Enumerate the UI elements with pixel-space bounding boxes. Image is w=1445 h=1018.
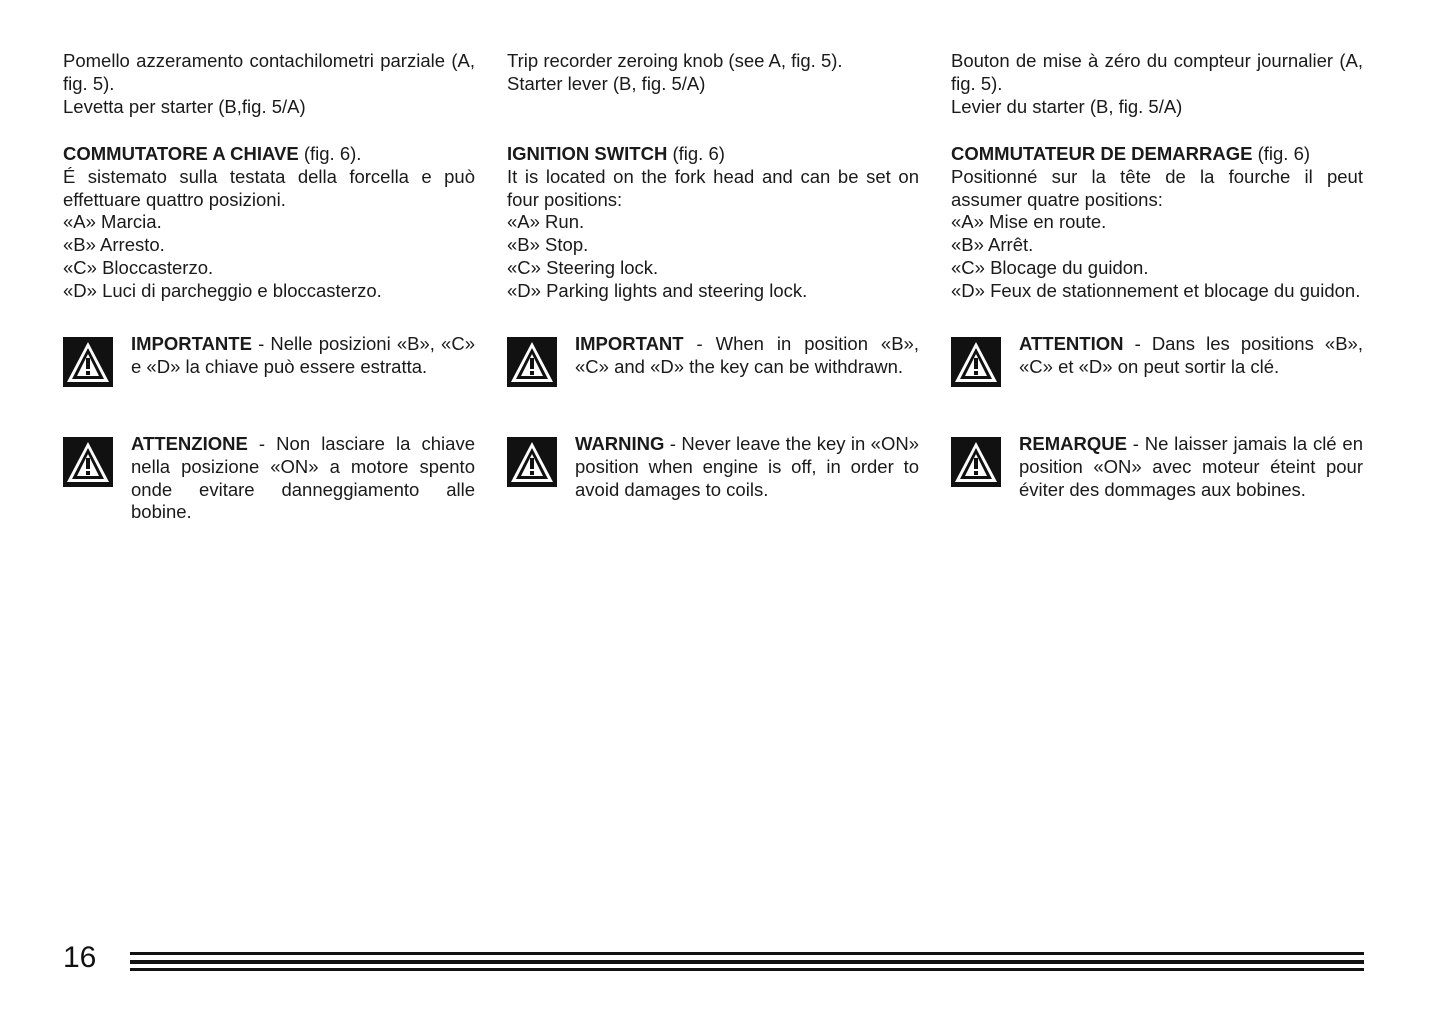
- notice-text: [1019, 333, 1363, 379]
- intro-block: [63, 50, 475, 143]
- position-item: «D» Luci di parcheggio e bloccasterzo.: [63, 279, 382, 301]
- warning-triangle-icon: [63, 437, 113, 487]
- notice-text: [131, 333, 475, 379]
- notice-text: [575, 433, 919, 501]
- notice-body: - When in position «B», «C» and «D» the key can be withdrawn.: [575, 333, 919, 377]
- notice-attention: [951, 333, 1363, 433]
- position-item: «C» Steering lock.: [507, 256, 659, 278]
- warning-triangle-icon: [63, 337, 113, 387]
- position-item: «A» Marcia.: [63, 211, 162, 233]
- column-italian: [63, 50, 475, 524]
- notice-body: - Non lasciare la chiave nella posizione «ON» a motore spento onde evitare danneggiamento alle bobine.: [131, 433, 475, 523]
- notice-body: - Ne laisser jamais la clé en position «ON» avec moteur éteint pour éviter des dommages aux bobines.: [1019, 433, 1363, 500]
- notice-body: - Dans les positions «B», «C» et «D» on peut sortir la clé.: [1019, 333, 1363, 377]
- position-item: «C» Bloccasterzo.: [63, 256, 214, 278]
- notice-label: ATTENZIONE: [131, 433, 248, 454]
- section-body: Positionné sur la tête de la fourche il peut assumer quatre positions:: [951, 165, 1363, 210]
- notice-body: - Nelle posizioni «B», «C» e «D» la chiave può essere estratta.: [131, 333, 475, 377]
- section-body: É sistemato sulla testata della forcella e può effettuare quattro posizioni.: [63, 165, 475, 210]
- section-heading-ref: (fig. 6).: [298, 143, 362, 164]
- intro-block: [507, 50, 919, 143]
- position-item: «B» Stop.: [507, 234, 589, 256]
- section-heading-ref: (fig. 6): [1252, 143, 1311, 164]
- notice-label: ATTENTION: [1019, 333, 1124, 354]
- notice-label: IMPORTANT: [575, 333, 684, 354]
- ignition-section: [63, 143, 475, 333]
- notice-label: IMPORTANTE: [131, 333, 252, 354]
- section-heading: [951, 143, 1363, 166]
- warning-triangle-icon: [507, 337, 557, 387]
- position-item: «B» Arresto.: [63, 234, 165, 256]
- section-heading-title: COMMUTATEUR DE DEMARRAGE: [951, 143, 1253, 164]
- trip-knob-text: Pomello azzeramento contachilometri parziale (A, fig. 5).: [63, 50, 475, 94]
- section-heading: [507, 143, 919, 166]
- column-french: [951, 50, 1363, 501]
- notice-important: [63, 333, 475, 433]
- column-english: [507, 50, 919, 501]
- footer-rule: [130, 952, 1364, 955]
- footer-rule: [130, 968, 1364, 971]
- notice-text: [1019, 433, 1363, 501]
- ignition-section: [951, 143, 1363, 333]
- footer-rule: [130, 960, 1364, 964]
- position-item: «A» Run.: [507, 211, 585, 233]
- notice-warning: [63, 433, 475, 524]
- section-heading-ref: (fig. 6): [667, 143, 725, 164]
- starter-lever-text: Levetta per starter (B,fig. 5/A): [63, 95, 306, 117]
- section-body: It is located on the fork head and can be set on four positions:: [507, 165, 919, 210]
- notice-label: REMARQUE: [1019, 433, 1127, 454]
- notice-body: - Never leave the key in «ON» position when engine is off, in order to avoid damages to coils.: [575, 433, 919, 500]
- starter-lever-text: Levier du starter (B, fig. 5/A): [951, 95, 1183, 117]
- warning-triangle-icon: [951, 337, 1001, 387]
- trip-knob-text: Trip recorder zeroing knob (see A, fig. 5).: [507, 50, 843, 71]
- position-item: «B» Arrêt.: [951, 234, 1034, 256]
- notice-important: [507, 333, 919, 433]
- section-heading-title: IGNITION SWITCH: [507, 143, 668, 164]
- position-item: «D» Parking lights and steering lock.: [507, 279, 808, 301]
- page-number: 16: [63, 941, 97, 974]
- section-heading: [63, 143, 475, 166]
- ignition-section: [507, 143, 919, 333]
- notice-text: [575, 333, 919, 379]
- position-item: «C» Blocage du guidon.: [951, 256, 1149, 278]
- position-item: «D» Feux de stationnement et blocage du guidon.: [951, 279, 1361, 301]
- notice-text: [131, 433, 475, 524]
- position-item: «A» Mise en route.: [951, 211, 1107, 233]
- warning-triangle-icon: [951, 437, 1001, 487]
- trip-knob-text: Bouton de mise à zéro du compteur journalier (A, fig. 5).: [951, 50, 1363, 94]
- notice-remarque: [951, 433, 1363, 501]
- starter-lever-text: Starter lever (B, fig. 5/A): [507, 72, 706, 94]
- intro-block: [951, 50, 1363, 143]
- section-heading-title: COMMUTATORE A CHIAVE: [63, 143, 299, 164]
- notice-warning: [507, 433, 919, 501]
- notice-label: WARNING: [575, 433, 665, 454]
- warning-triangle-icon: [507, 437, 557, 487]
